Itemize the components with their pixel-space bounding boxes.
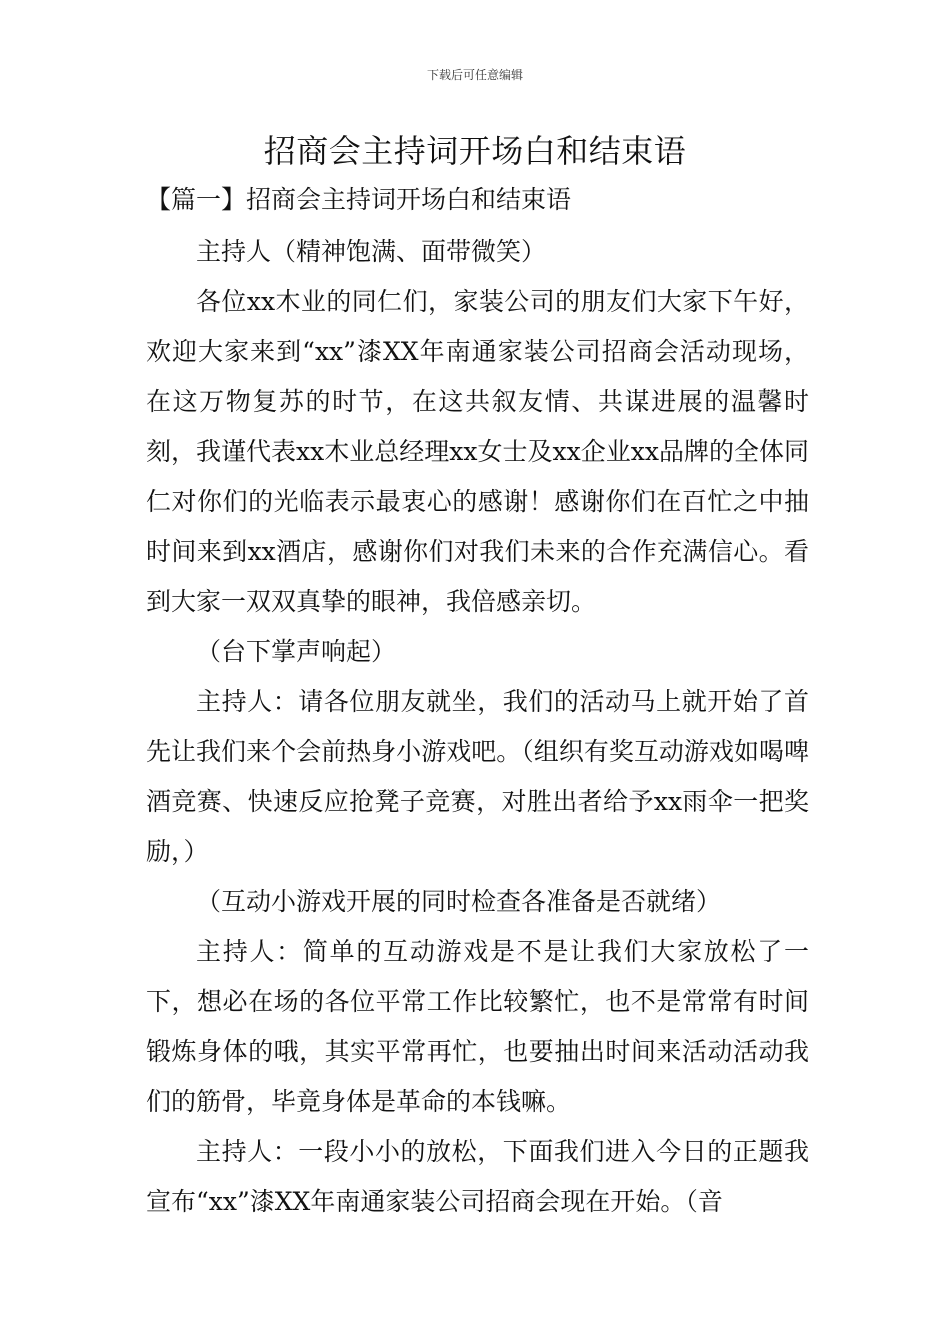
paragraph-announce-start: 主持人：一段小小的放松，下面我们进入今日的正题我宣布“xx”漆XX年南通家装公司招商会现在开始。（音 <box>146 1137 809 1216</box>
paragraph-relax: 主持人：简单的互动游戏是不是让我们大家放松了一下，想必在场的各位平常工作比较繁忙，也不是常常有时间锻炼身体的哦，其实平常再忙，也要抽出时间来活动活动我们的筋骨，毕竟身体是革命的本钱嘛。 <box>146 937 809 1116</box>
section-heading: 【篇一】招商会主持词开场白和结束语 <box>146 185 572 214</box>
paragraph-warmup-game: 主持人：请各位朋友就坐，我们的活动马上就开始了首先让我们来个会前热身小游戏吧。（组织有奖互动游戏如喝啤酒竞赛、快速反应抢凳子竞赛，对胜出者给予xx雨伞一把奖励，） <box>146 687 809 866</box>
paragraph-welcome: 各位xx木业的同仁们，家装公司的朋友们大家下午好，欢迎大家来到“xx”漆XX年南通家装公司招商会活动现场，在这万物复苏的时节，在这共叙友情、共谋进展的温馨时刻，我谨代表xx木业总经理xx女士及xx企业xx品牌的全体同仁对你们的光临表示最衷心的感谢！感谢你们在百忙之中抽时间来到xx酒店，感谢你们对我们未来的合作充满信心。看到大家一双双真挚的眼神，我倍感亲切。 <box>146 287 809 616</box>
page-header-note: 下载后可任意编辑 <box>426 68 523 82</box>
paragraph-applause: （台下掌声响起） <box>196 637 397 666</box>
paragraph-check-preparation: （互动小游戏开展的同时检查各准备是否就绪） <box>196 887 722 916</box>
document-body <box>146 227 809 1227</box>
document-title: 招商会主持词开场白和结束语 <box>263 132 687 170</box>
paragraph-host-intro: 主持人（精神饱满、面带微笑） <box>196 237 547 266</box>
